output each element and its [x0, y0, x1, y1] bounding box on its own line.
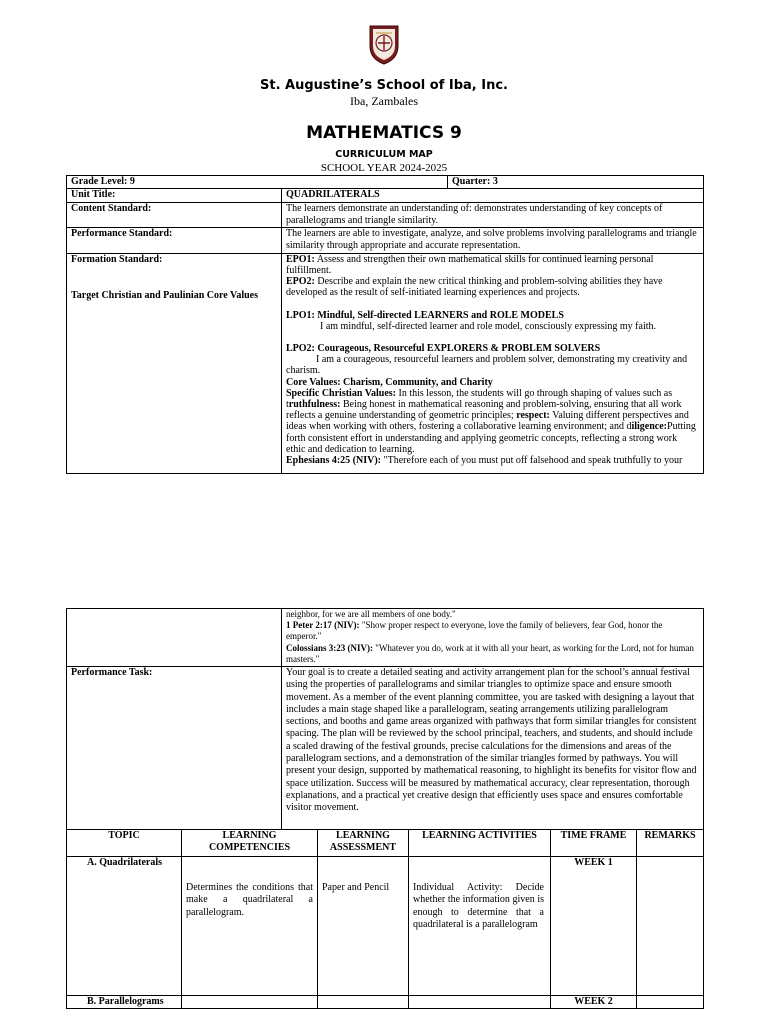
header-topic: TOPIC: [67, 830, 182, 857]
lpo2-label: LPO2: Courageous, Resourceful EXPLORERS & PROBLEM SOLVERS: [286, 343, 601, 354]
school-town: Iba, Zambales: [350, 94, 418, 108]
unit-title-label: Unit Title:: [67, 189, 282, 202]
curriculum-map-table: [66, 175, 704, 474]
epo2-text: Describe and explain the new critical thinking and problem-solving abilities they have developed as the result of self-initiated learning experiences and projects.: [286, 276, 663, 299]
document-type: CURRICULUM MAP: [335, 149, 433, 160]
activity-1: Individual Activity: Decide whether the information given is enough to determine that a quadrilateral is a parallelogram: [409, 857, 551, 996]
topic-quadrilaterals: A. Quadrilaterals: [67, 857, 182, 996]
quarter: Quarter: 3: [448, 176, 704, 189]
header-time-frame: TIME FRAME: [551, 830, 637, 857]
scripture-cell: [282, 609, 704, 667]
performance-standard-label: Performance Standard:: [67, 228, 282, 254]
epo1-label: EPO1:: [286, 253, 315, 265]
truthfulness-text: Being honest in mathematical reasoning and problem-solving, ensuring that all work reflects a genuine understanding of geometric principles;: [286, 399, 682, 422]
peter-text: "Show proper respect to everyone, love the family of believers, fear God, honor the emperor.": [286, 620, 663, 642]
time-frame-1: WEEK 1: [551, 857, 637, 996]
diligence-text: Putting forth consistent effort in understanding and applying geometric concepts, reflecting a strong work ethic and dedication to learning.: [286, 421, 696, 455]
remarks-1: [637, 857, 704, 996]
diligence-label: iligence:: [631, 421, 668, 433]
colossians-text: "Whatever you do, work at it with all your heart, as working for the Lord, not for human masters.": [286, 642, 694, 664]
learning-plan-table: [66, 829, 704, 1009]
colossians-label: Colossians 3:23 (NIV):: [286, 642, 374, 653]
peter-label: 1 Peter 2:17 (NIV):: [286, 620, 360, 631]
unit-title: QUADRILATERALS: [282, 189, 704, 202]
header-activities: LEARNING ACTIVITIES: [409, 830, 551, 857]
school-seal-icon: [364, 22, 404, 66]
ephesians-continued: neighbor, for we are all members of one body.": [286, 609, 456, 619]
header-competencies: LEARNING COMPETENCIES: [182, 830, 318, 857]
formation-standard-cell: [67, 253, 282, 473]
time-frame-2: WEEK 2: [551, 996, 637, 1009]
respect-text: Valuing different perspectives and ideas when working with others, fostering a collaborative learning environment; and d: [286, 410, 689, 433]
core-values-label: Target Christian and Paulinian Core Values: [71, 290, 258, 302]
school-name: St. Augustine’s School of Iba, Inc.: [260, 78, 508, 93]
epo1-text: Assess and strengthen their own mathematical skills for continued learning personal fulfillment.: [286, 253, 654, 276]
curriculum-map-table-continued: [66, 608, 704, 830]
formation-standard-content: [282, 253, 704, 473]
subject-title: MATHEMATICS 9: [306, 123, 462, 143]
scv-label: Specific Christian Values:: [286, 387, 397, 399]
scv-text: In this lesson, the students will go through shaping of values such as t: [286, 387, 673, 411]
lpo1-label: LPO1: Mindful, Self-directed LEARNERS and ROLE MODELS: [286, 309, 564, 321]
school-year: SCHOOL YEAR 2024-2025: [320, 162, 448, 174]
content-standard: The learners demonstrate an understanding of: demonstrates understanding of key concepts of parallelograms and triangle similarity.: [282, 202, 704, 228]
epo2-label: EPO2:: [286, 276, 315, 288]
ephesians-text: "Therefore each of you must put off falsehood and speak truthfully to your: [381, 455, 683, 467]
header-assessment: LEARNING ASSESSMENT: [318, 830, 409, 857]
header-remarks: REMARKS: [637, 830, 704, 857]
ephesians-label: Ephesians 4:25 (NIV):: [286, 455, 382, 467]
respect-label: respect:: [516, 410, 550, 422]
topic-parallelograms: B. Parallelograms: [67, 996, 182, 1009]
performance-task-label: Performance Task:: [67, 667, 282, 830]
lpo1-text: I am mindful, self-directed learner and role model, consciously expressing my faith.: [320, 320, 657, 332]
core-values: Core Values: Charism, Community, and Charity: [286, 376, 493, 388]
competency-1: Determines the conditions that make a quadrilateral a parallelogram.: [182, 857, 318, 996]
truthfulness-label: ruthfulness:: [288, 399, 341, 411]
content-standard-label: Content Standard:: [67, 202, 282, 228]
assessment-1: Paper and Pencil: [318, 857, 409, 996]
lpo2-text: I am a courageous, resourceful learners and problem solver, demonstrating my creativity and charism.: [286, 354, 688, 377]
performance-standard: The learners are able to investigate, analyze, and solve problems involving parallelograms and triangle similarity through appropriate and accurate representation.: [282, 228, 704, 254]
formation-standard-label: Formation Standard:: [71, 253, 163, 265]
performance-task-text: Your goal is to create a detailed seating and activity arrangement plan for the school’s annual festival using the properties of parallelograms and similar triangles to optimize space and ensure smooth movement. As a member of the event planning committee, you are tasked with designing a layout that includes a main stage shaped like a parallelogram, seating arrangements utilizing parallelogram sections, and booths and game areas organized with pathways that form similar triangles for consistent spacing. The plan will be reviewed by the school principal, teachers, and students, and should include a scaled drawing of the festival grounds, precise calculations for the dimensions and areas of the parallelogram sections, and a demonstration of the similar triangles formed by pathways. You will present your design, supported by mathematical reasoning, to highlight its benefits for visitor flow and space utilization. Success will be measured by mathematical accuracy, clear representation, thorough explanations, and a practical yet creative design that efficiently uses space and ensures comfortable visitor movement.: [282, 667, 704, 830]
grade-level: Grade Level: 9: [67, 176, 448, 189]
